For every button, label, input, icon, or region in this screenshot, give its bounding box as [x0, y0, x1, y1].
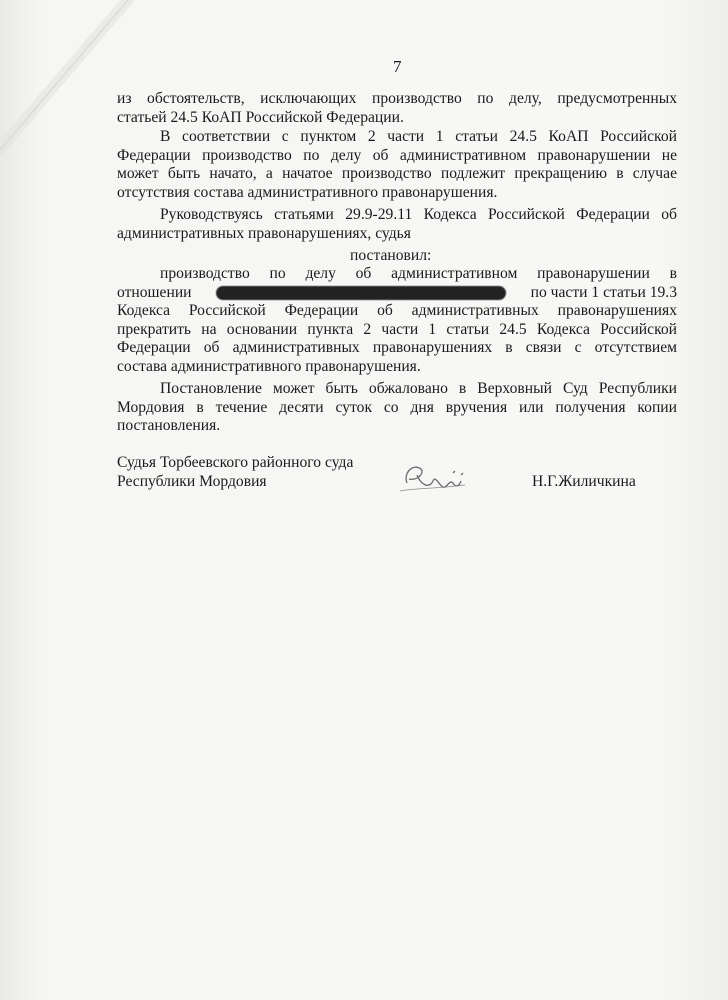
resolution-heading: постановил:: [350, 247, 432, 264]
paragraph-1: [117, 90, 677, 127]
text-line: Федерации об административных правонарушениях в связи с отсутствием: [117, 339, 677, 356]
judge-title-line: Судья Торбеевского районного суда: [117, 454, 354, 471]
judge-title-line: Республики Мордовия: [117, 473, 267, 490]
paragraph-3: [117, 206, 677, 243]
text-line: состава административного правонарушения.: [117, 357, 421, 375]
text-line: Постановление может быть обжаловано в Верховный Суд Республики: [160, 380, 677, 397]
handwritten-signature-icon: [395, 455, 475, 500]
text-line: статьей 24.5 КоАП Российской Федерации.: [117, 108, 404, 126]
paragraph-2: [117, 128, 677, 202]
page-number: 7: [393, 57, 402, 76]
signer-name: Н.Г.Жиличкина: [532, 473, 636, 490]
paragraph-4: [117, 265, 677, 376]
text-fragment: отношении: [117, 283, 192, 301]
text-line: В соответствии с пунктом 2 части 1 статьи 24.5 КоАП Российской: [160, 128, 677, 145]
text-line: производство по делу об административном правонарушении в: [160, 265, 677, 282]
text-line: Кодекса Российской Федерации об административных правонарушениях: [117, 302, 677, 319]
text-line: отсутствия состава административного правонарушения.: [117, 183, 498, 201]
text-line: прекратить на основании пункта 2 части 1 статьи 24.5 Кодекса Российской: [117, 320, 677, 338]
text-line: из обстоятельств, исключающих производство по делу, предусмотренных: [117, 90, 677, 107]
redaction-mark-icon: [216, 286, 506, 300]
text-line: административных правонарушениях, судья: [117, 224, 411, 242]
paragraph-5: [117, 380, 677, 436]
text-line: постановления.: [117, 417, 221, 434]
judge-title: [117, 453, 353, 491]
text-fragment: по части 1 статьи 19.3: [530, 283, 677, 301]
text-line: Мордовия в течение десяти суток со дня вручения или получения копии: [117, 398, 677, 416]
text-line: Руководствуясь статьями 29.9-29.11 Кодекса Российской Федерации об: [160, 206, 677, 223]
text-line: Федерации производство по делу об административном правонарушении не: [117, 146, 677, 164]
text-line: [117, 284, 677, 303]
text-line: может быть начато, а начатое производство подлежит прекращению в случае: [117, 165, 677, 182]
